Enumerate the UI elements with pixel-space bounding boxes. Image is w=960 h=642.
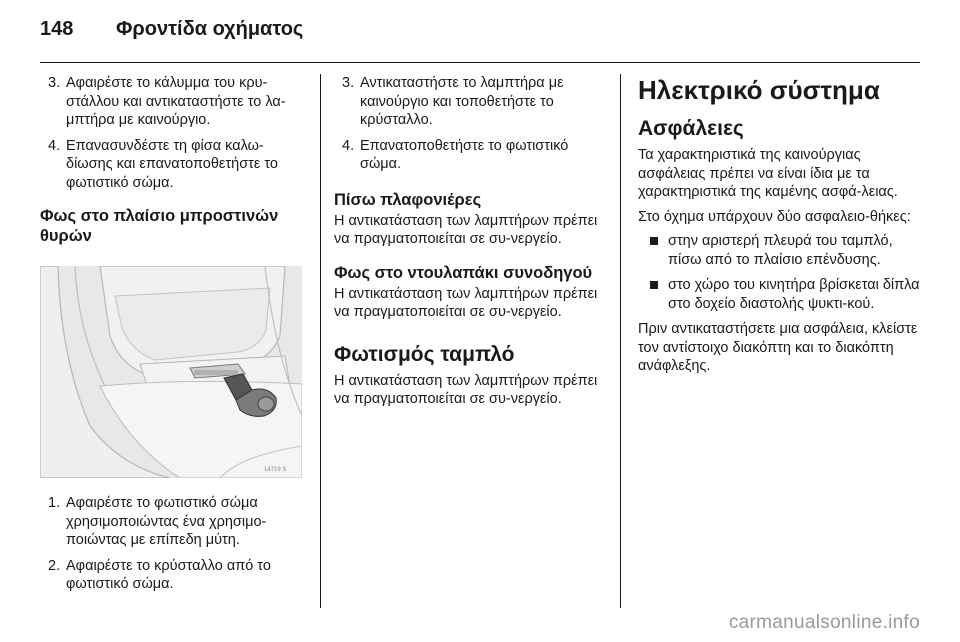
list-number: 1. xyxy=(48,495,61,511)
column-divider-2 xyxy=(620,74,621,608)
header-rule xyxy=(40,62,920,63)
paragraph-fuse-boxes: Στο όχημα υπάρχουν δύο ασφαλειο-θήκες: xyxy=(638,208,911,225)
bullet-square-icon xyxy=(650,281,658,289)
list-text: Αφαιρέστε το κάλυμμα του κρυ-στάλλου και αντικαταστήστε το λα-μπτήρα με καινούργιο. xyxy=(66,75,286,128)
section-heading-rear-lights: Πίσω πλαφονιέρες xyxy=(334,190,482,209)
list-item xyxy=(638,232,920,269)
list-text: Επανασυνδέστε τη φίσα καλω-δίωσης και επανατοποθετήστε το φωτιστικό σώμα. xyxy=(66,137,278,191)
list-text: Αντικαταστήστε το λαμπτήρα με καινούργιο και τοποθετήστε το κρύσταλλο. xyxy=(360,75,564,128)
section-heading-fuses: Ασφάλειες xyxy=(638,117,744,140)
list-number: 3. xyxy=(48,75,61,91)
page-number: 148 xyxy=(40,18,74,40)
column-right xyxy=(638,74,920,376)
list-item xyxy=(334,137,606,174)
column-left xyxy=(40,74,302,601)
column-divider-1 xyxy=(320,74,321,608)
column-middle xyxy=(334,74,606,409)
section-heading-glovebox-light: Φως στο ντουλαπάκι συνοδηγού xyxy=(334,263,593,282)
list-item xyxy=(334,74,606,130)
bullet-square-icon xyxy=(650,237,658,245)
paragraph-dash-lighting: Η αντικατάσταση των λαμπτήρων πρέπει να πραγματοποιείται σε συ-νεργείο. xyxy=(334,372,598,407)
page-header xyxy=(40,18,920,48)
list-item xyxy=(40,74,302,130)
list-item xyxy=(638,276,920,313)
figure-label: 14719 S xyxy=(264,467,287,473)
list-text: στο χώρο του κινητήρα βρίσκεται δίπλα στο δοχείο διαστολής ψυκτι-κού. xyxy=(668,277,920,312)
list-text: Αφαιρέστε το κρύσταλλο από το φωτιστικό σώμα. xyxy=(66,557,271,592)
page-title: Φροντίδα οχήματος xyxy=(116,18,304,40)
list-number: 3. xyxy=(342,75,355,91)
list-text: Επανατοποθετήστε το φωτιστικό σώμα. xyxy=(360,137,569,172)
list-number: 2. xyxy=(48,557,61,574)
section-heading-front-door-light: Φως στο πλαίσιο μπροστινών θυρών xyxy=(40,207,279,245)
list-text: στην αριστερή πλευρά του ταμπλό, πίσω από το πλαίσιο επένδυσης. xyxy=(668,233,893,268)
door-panel-light-image xyxy=(40,266,302,478)
watermark: carmanualsonline.info xyxy=(728,612,920,633)
paragraph-fuse-spec: Τα χαρακτηριστικά της καινούργιας ασφάλειας πρέπει να είναι ίδια με τα χαρακτηριστικά της καμένης ασφά-λειας. xyxy=(638,147,898,200)
door-light-illustration xyxy=(40,266,302,478)
section-heading-dash-lighting: Φωτισμός ταμπλό xyxy=(334,342,515,366)
list-item xyxy=(40,137,302,193)
chapter-title-electrical: Ηλεκτρικό σύστημα xyxy=(638,75,880,105)
list-item xyxy=(40,494,302,550)
paragraph-fuse-replace: Πριν αντικαταστήσετε μια ασφάλεια, κλείστε τον αντίστοιχο διακόπτη και το διακόπτη ανάφλεξης. xyxy=(638,321,918,374)
paragraph-rear-lights: Η αντικατάσταση των λαμπτήρων πρέπει να πραγματοποιείται σε συ-νεργείο. xyxy=(334,212,598,247)
list-number: 4. xyxy=(342,137,355,154)
paragraph-glovebox-light: Η αντικατάσταση των λαμπτήρων πρέπει να πραγματοποιείται σε συ-νεργείο. xyxy=(334,285,598,320)
list-number: 4. xyxy=(48,137,61,154)
list-text: Αφαιρέστε το φωτιστικό σώμα χρησιμοποιώντας ένα χρησιμο-ποιώντας με επίπεδη μύτη. xyxy=(66,495,267,548)
list-item xyxy=(40,557,302,594)
